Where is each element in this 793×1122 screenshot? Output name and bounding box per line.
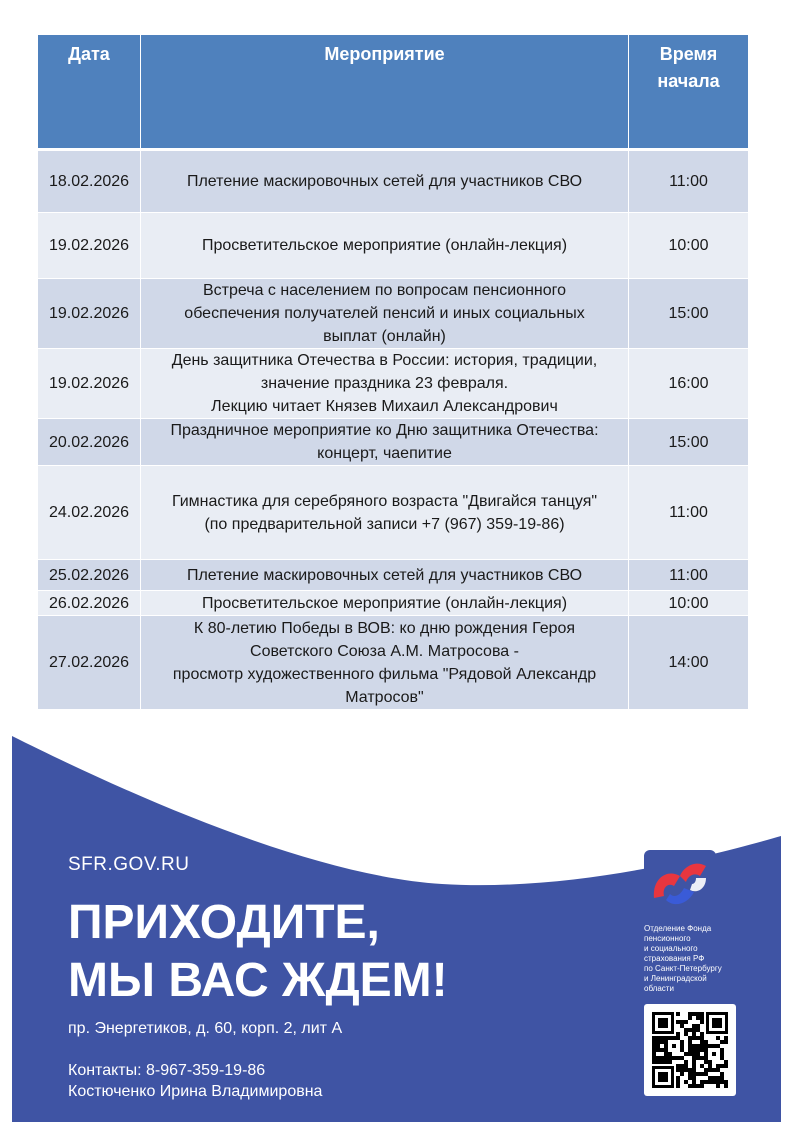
header-time-line1: Время (659, 44, 718, 64)
contact-person: Костюченко Ирина Владимировна (68, 1083, 323, 1100)
table-row (38, 349, 749, 419)
event-title (141, 349, 629, 419)
org-line: Отделение Фонда (644, 924, 712, 933)
event-title (141, 419, 629, 466)
event-title (141, 616, 629, 710)
contacts (68, 1060, 322, 1102)
event-time: 11:00 (629, 466, 749, 560)
table-row (38, 466, 749, 560)
event-title-line: значение праздника 23 февраля. (260, 375, 509, 392)
event-time: 11:00 (629, 150, 749, 213)
event-title-line: Лекцию читает Князев Михаил Александрович (211, 398, 558, 415)
sfr-logo-icon (644, 850, 716, 921)
qr-code-icon (644, 1004, 736, 1096)
event-title-line: Гимнастика для серебряного возраста "Двигайся танцуя" (171, 492, 598, 510)
address: пр. Энергетиков, д. 60, корп. 2, лит А (68, 1020, 343, 1037)
event-title-line: Встреча с населением по вопросам пенсионного (202, 282, 567, 299)
event-title-line: Праздничное мероприятие ко Дню защитника Отечества: (170, 422, 599, 439)
event-time: 16:00 (629, 349, 749, 419)
org-line: и Ленинградской (644, 974, 707, 983)
table-row (38, 279, 749, 349)
event-time: 10:00 (629, 213, 749, 279)
event-time: 11:00 (629, 560, 749, 591)
org-line: пенсионного (644, 934, 691, 943)
footer-banner (12, 736, 781, 1122)
event-date: 20.02.2026 (38, 419, 141, 466)
event-title-line: выплат (онлайн) (323, 328, 446, 345)
org-line: и социального (644, 944, 698, 953)
event-title (141, 279, 629, 349)
event-title-line: Просветительское мероприятие (онлайн-лекция) (201, 594, 568, 612)
event-title-line: (по предварительной записи +7 (967) 359-19-86) (204, 515, 565, 533)
event-title (141, 591, 629, 616)
slogan (68, 894, 448, 1010)
event-time: 15:00 (629, 279, 749, 349)
header-time-line2: начала (657, 71, 720, 91)
event-title (141, 213, 629, 279)
event-title-line: День защитника Отечества в России: история, традиции, (171, 352, 598, 369)
event-title (141, 150, 629, 213)
org-line: по Санкт-Петербургу (644, 964, 722, 973)
org-line: области (644, 984, 674, 993)
header-event: Мероприятие (141, 35, 629, 150)
event-title (141, 560, 629, 591)
events-table (37, 34, 749, 710)
event-date: 25.02.2026 (38, 560, 141, 591)
event-date: 19.02.2026 (38, 213, 141, 279)
table-row (38, 419, 749, 466)
table-row (38, 560, 749, 591)
org-name (644, 924, 764, 994)
event-time: 10:00 (629, 591, 749, 616)
event-title-line: концерт, чаепитие (317, 445, 452, 462)
slogan-line-2: МЫ ВАС ЖДЕМ! (68, 954, 448, 1007)
header-time (629, 35, 749, 150)
table-header-row (38, 35, 749, 150)
header-date: Дата (38, 35, 141, 150)
event-date: 27.02.2026 (38, 616, 141, 710)
event-time: 14:00 (629, 616, 749, 710)
contact-phone: Контакты: 8-967-359-19-86 (68, 1062, 266, 1079)
event-title (141, 466, 629, 560)
event-title-line: просмотр художественного фильма "Рядовой Александр (172, 665, 597, 683)
table-row (38, 213, 749, 279)
site-url: SFR.GOV.RU (68, 854, 190, 875)
event-title-line: Плетение маскировочных сетей для участников СВО (186, 566, 583, 584)
event-date: 26.02.2026 (38, 591, 141, 616)
event-date: 19.02.2026 (38, 279, 141, 349)
table-row (38, 150, 749, 213)
event-title-line: Плетение маскировочных сетей для участников СВО (186, 173, 583, 190)
org-line: страхования РФ (644, 954, 705, 963)
table-row (38, 616, 749, 710)
event-date: 18.02.2026 (38, 150, 141, 213)
slogan-line-1: ПРИХОДИТЕ, (68, 896, 380, 949)
event-date: 24.02.2026 (38, 466, 141, 560)
event-title-line: К 80-летию Победы в ВОВ: ко дню рождения Героя (193, 619, 576, 637)
event-time: 15:00 (629, 419, 749, 466)
table-row (38, 591, 749, 616)
event-title-line: обеспечения получателей пенсий и иных социальных (184, 305, 585, 322)
event-title-line: Просветительское мероприятие (онлайн-лекция) (201, 237, 568, 254)
event-title-line: Матросов" (345, 688, 424, 706)
event-title-line: Советского Союза А.М. Матросова - (250, 642, 519, 660)
event-date: 19.02.2026 (38, 349, 141, 419)
